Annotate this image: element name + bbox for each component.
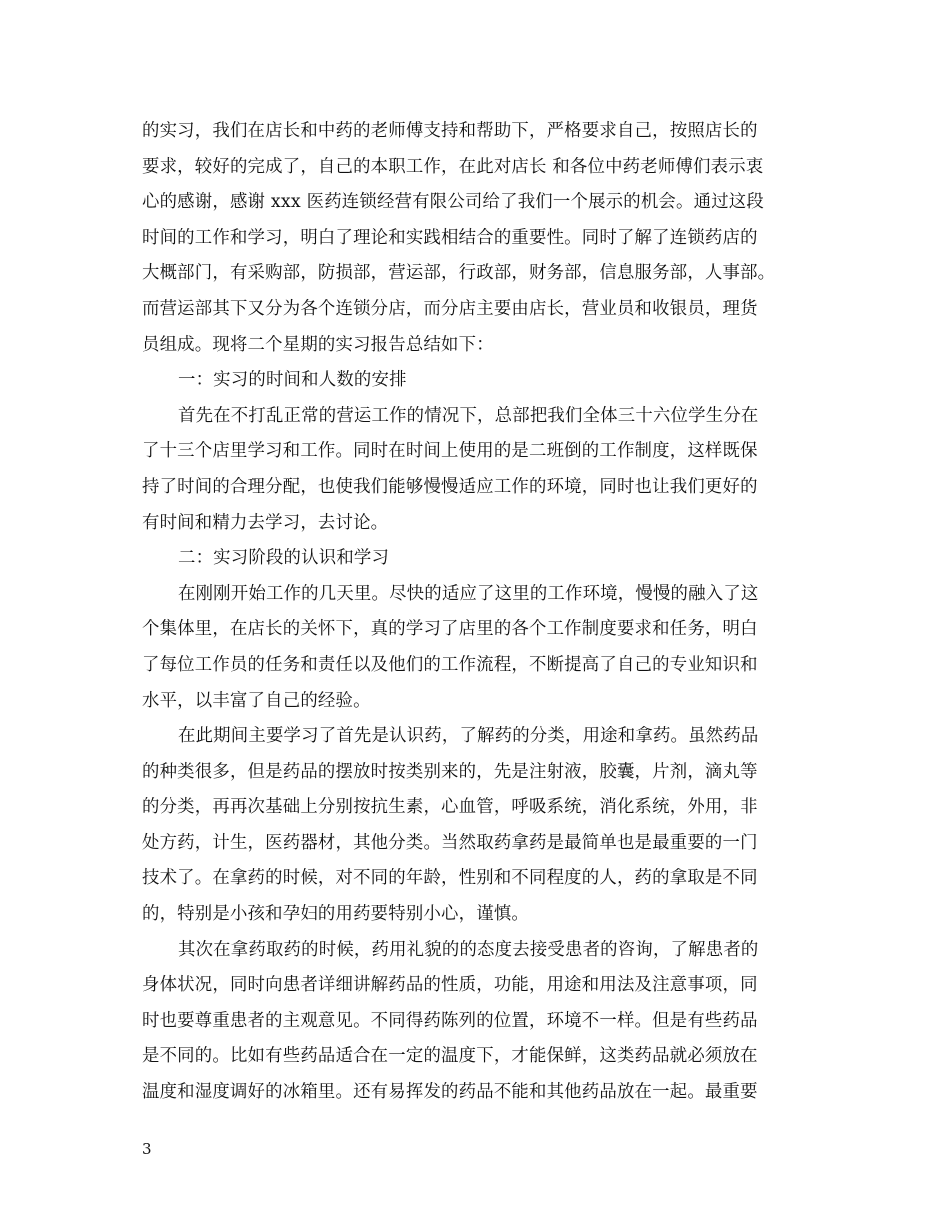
text-line: 的分类，再再次基础上分别按抗生素，心血管，呼吸系统，消化系统，外用，非 <box>142 797 758 818</box>
text-line: 心的感谢，感谢 xxx 医药连锁经营有限公司给了我们一个展示的机会。通过这段 <box>142 192 764 213</box>
text-line: 大概部门，有采购部，防损部，营运部，行政部，财务部，信息服务部，人事部。 <box>142 263 776 284</box>
text-line: 的种类很多，但是药品的摆放时按类别来的，先是注射液，胶囊，片剂，滴丸等 <box>142 761 758 782</box>
text-line: 了每位工作员的任务和责任以及他们的工作流程，不断提高了自己的专业知识和 <box>142 654 758 675</box>
text-line: 有时间和精力去学习，去讨论。 <box>142 512 389 533</box>
text-line: 身体状况，同时向患者详细讲解药品的性质，功能，用途和用法及注意事项，同 <box>142 975 758 996</box>
text-line: 技术了。在拿药的时候，对不同的年龄，性别和不同程度的人，药的拿取是不同 <box>142 868 758 889</box>
text-line: 员组成。现将二个星期的实习报告总结如下： <box>142 334 494 355</box>
text-line: 要求，较好的完成了，自己的本职工作，在此对店长 和各位中药老师傅们表示衷 <box>142 156 764 177</box>
text-line: 二：实习阶段的认识和学习 <box>178 548 390 569</box>
text-line: 的实习，我们在店长和中药的老师傅支持和帮助下，严格要求自己，按照店长的 <box>142 121 758 141</box>
text-line: 在此期间主要学习了首先是认识药，了解药的分类，用途和拿药。虽然药品 <box>178 726 759 747</box>
text-line: 在刚刚开始工作的几天里。尽快的适应了这里的工作环境，慢慢的融入了这 <box>178 583 759 604</box>
page-number: 3 <box>142 1140 152 1158</box>
text-line: 的，特别是小孩和孕妇的用药要特别小心，谨慎。 <box>142 904 529 925</box>
text-line: 水平，以丰富了自己的经验。 <box>142 690 371 711</box>
body-text <box>142 114 812 1111</box>
text-line: 一：实习的时间和人数的安排 <box>178 370 407 391</box>
text-line: 时也要尊重患者的主观意见。不同得药陈列的位置，环境不一样。但是有些药品 <box>142 1010 758 1031</box>
text-line: 处方药，计生，医药器材，其他分类。当然取药拿药是最简单也是最重要的一门 <box>142 832 758 853</box>
text-line: 持了时间的合理分配，也使我们能够慢慢适应工作的环境，同时也让我们更好的 <box>142 476 758 497</box>
text-line: 温度和湿度调好的冰箱里。还有易挥发的药品不能和其他药品放在一起。最重要 <box>142 1082 758 1103</box>
text-line: 首先在不打乱正常的营运工作的情况下，总部把我们全体三十六位学生分在 <box>178 405 759 426</box>
text-line: 而营运部其下又分为各个连锁分店，而分店主要由店长，营业员和收银员，理货 <box>142 298 758 319</box>
text-line: 其次在拿药取药的时候，药用礼貌的的态度去接受患者的咨询，了解患者的 <box>178 939 759 960</box>
text-line: 了十三个店里学习和工作。同时在时间上使用的是二班倒的工作制度，这样既保 <box>142 441 758 462</box>
text-line: 是不同的。比如有些药品适合在一定的温度下，才能保鲜，这类药品就必须放在 <box>142 1046 758 1067</box>
text-line: 个集体里，在店长的关怀下，真的学习了店里的各个工作制度要求和任务，明白 <box>142 619 758 640</box>
text-line: 时间的工作和学习，明白了理论和实践相结合的重要性。同时了解了连锁药店的 <box>142 227 758 248</box>
